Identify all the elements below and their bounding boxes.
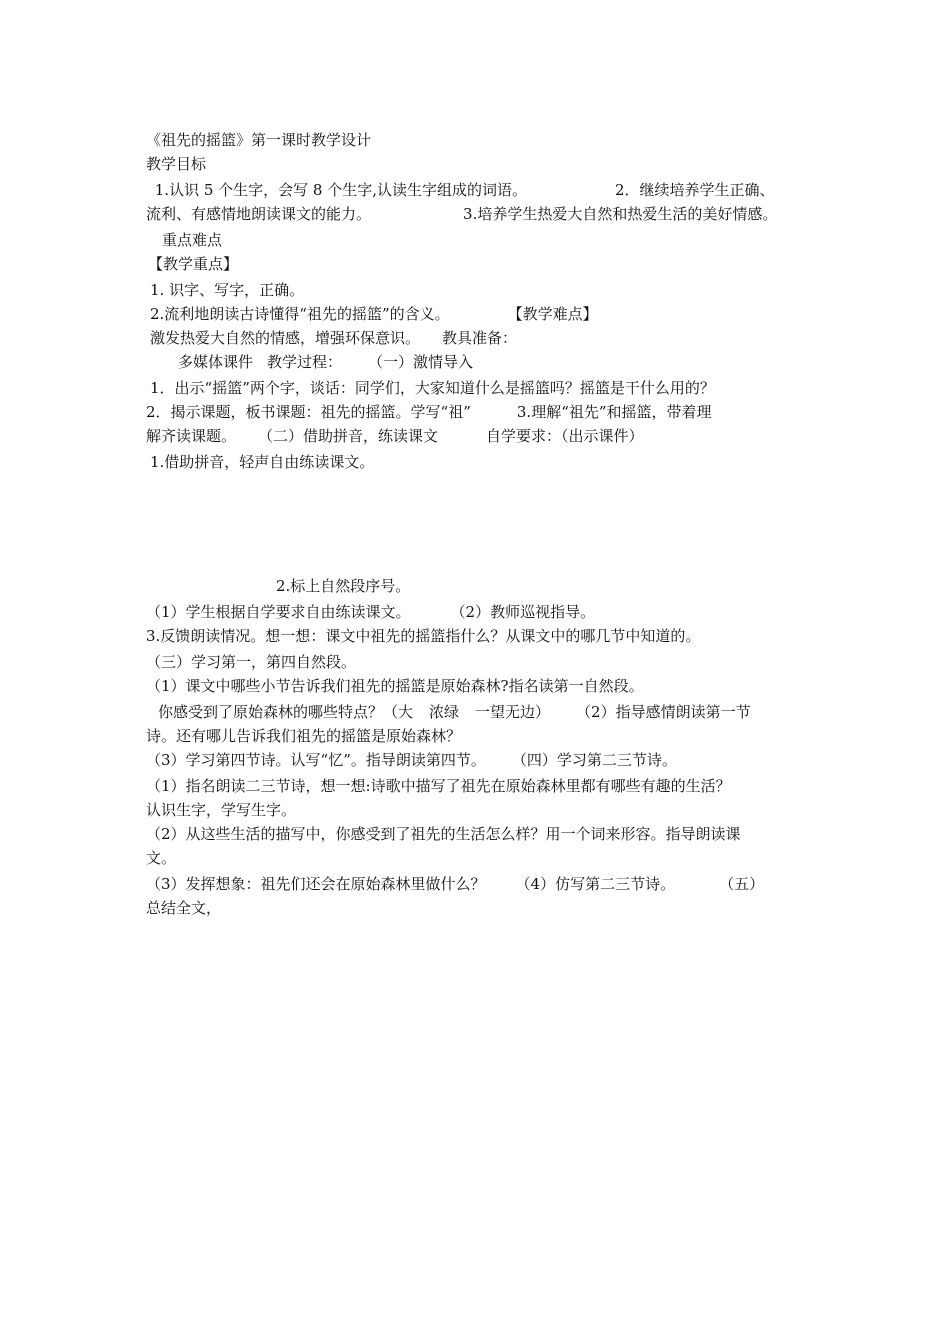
paragraph-line: 1.认识 5 个生字，会写 8 个生字,认读生字组成的词语。 2．继续培养学生正确、 bbox=[150, 181, 775, 199]
section-heading: 教学目标 bbox=[146, 155, 207, 173]
paragraph-line: 解齐读课题。 （二）借助拼音，练读课文 自学要求：（出示课件） bbox=[146, 427, 644, 445]
paragraph-line: （1）课文中哪些小节告诉我们祖先的摇篮是原始森林?指名读第一自然段。 bbox=[146, 677, 644, 695]
paragraph-line: 文。 bbox=[146, 849, 177, 867]
paragraph-line: 1．出示“摇篮”两个字，谈话：同学们，大家知道什么是摇篮吗？摇篮是干什么用的？ bbox=[150, 379, 715, 397]
paragraph-line: 2.流利地朗读古诗懂得“祖先的摇篮”的含义。 【教学难点】 bbox=[150, 305, 598, 323]
section-heading: 重点难点 bbox=[162, 231, 223, 249]
paragraph-line: （2）从这些生活的描写中，你感受到了祖先的生活怎么样？用一个词来形容。指导朗读课 bbox=[146, 825, 741, 843]
paragraph-line: 诗。还有哪儿告诉我们祖先的摇篮是原始森林？ bbox=[146, 727, 462, 745]
paragraph-line: 激发热爱大自然的情感，增强环保意识。 教具准备： bbox=[150, 329, 518, 347]
paragraph-line: 1.借助拼音，轻声自由练读课文。 bbox=[150, 453, 375, 471]
paragraph-line: 你感受到了原始森林的哪些特点？（大 浓绿 一望无边） （2）指导感情朗读第一节 bbox=[158, 703, 751, 721]
paragraph-line: 2.标上自然段序号。 bbox=[276, 577, 411, 595]
paragraph-line: 3.反馈朗读情况。想一想：课文中祖先的摇篮指什么？从课文中的哪几节中知道的。 bbox=[146, 627, 701, 645]
paragraph-line: （1）指名朗读二三节诗，想一想:诗歌中描写了祖先在原始森林里都有哪些有趣的生活？ bbox=[146, 777, 731, 795]
paragraph-line: 总结全文， bbox=[146, 899, 222, 917]
paragraph-line: 流利、有感情地朗读课文的能力。 3.培养学生热爱大自然和热爱生活的美好情感。 bbox=[146, 205, 778, 223]
paragraph-line: 2．揭示课题，板书课题：祖先的摇篮。学写“祖” 3.理解“祖先”和摇篮，带着理 bbox=[146, 403, 712, 421]
paragraph-line: （1）学生根据自学要求自由练读课文。 （2）教师巡视指导。 bbox=[146, 603, 596, 621]
paragraph-line: （3）发挥想象：祖先们还会在原始森林里做什么？ （4）仿写第二三节诗。 （五） bbox=[146, 875, 765, 893]
paragraph-line: 认识生字，学写生字。 bbox=[146, 801, 297, 819]
paragraph-line: （3）学习第四节诗。认写“忆”。指导朗读第四节。 （四）学习第二三节诗。 bbox=[146, 751, 677, 769]
section-heading: （三）学习第一，第四自然段。 bbox=[146, 653, 357, 671]
document-title: 《祖先的摇篮》第一课时教学设计 bbox=[146, 131, 372, 149]
paragraph-line: 1. 识字、写字，正确。 bbox=[150, 281, 305, 299]
paragraph-line: 多媒体课件 教学过程： （一）激情导入 bbox=[178, 353, 474, 371]
section-heading: 【教学重点】 bbox=[148, 255, 239, 273]
